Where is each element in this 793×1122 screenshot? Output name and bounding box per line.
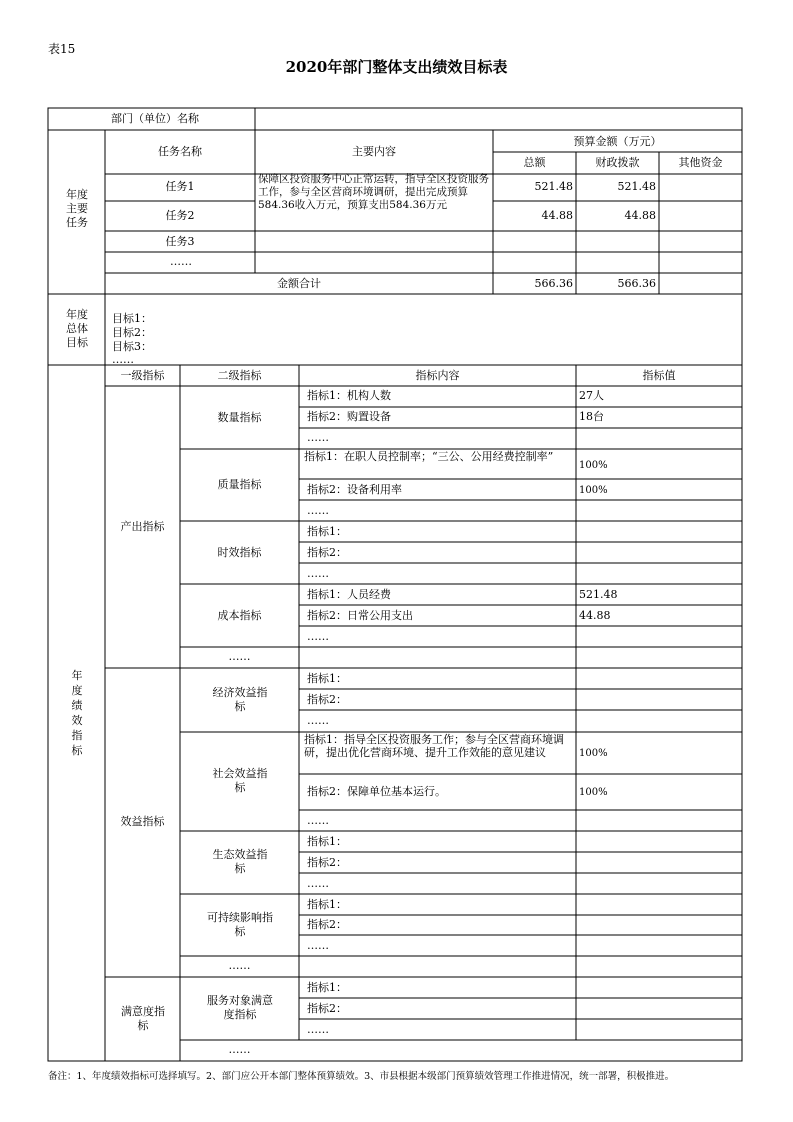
quality-indicators-label: 质量指标 [217, 478, 262, 491]
sustainable-impact-label: 可持续影响指标 [207, 911, 273, 938]
benefit-more-label: …… [228, 959, 251, 972]
satisfaction-indicator-more: …… [307, 1023, 329, 1036]
annual-goals-label: 年度总体目标 [66, 308, 88, 349]
social-indicator-1: 指标1：指导全区投资服务工作；参与全区营商环境调研，提出优化营商环境、提升工作效能的意见建议 [304, 733, 564, 759]
ecological-benefit-label: 生态效益指标 [212, 848, 268, 875]
ecological-indicator-more: …… [307, 877, 329, 890]
cost-indicators-label: 成本指标 [217, 609, 262, 622]
cost-indicator-2-value: 44.88 [579, 609, 611, 622]
task-more-name: …… [170, 255, 192, 268]
task-2-name: 任务2 [165, 209, 195, 222]
cost-indicator-2: 指标2：日常公用支出 [307, 609, 413, 622]
cost-indicator-more: …… [307, 630, 329, 643]
goal-3: 目标3： [112, 340, 152, 353]
task-1-fiscal: 521.48 [617, 180, 656, 193]
sustainable-indicator-more: …… [307, 939, 329, 952]
satisfaction-indicators-label: 满意度指标 [121, 1005, 165, 1032]
document-title: 2020年部门整体支出绩效目标表 [285, 58, 508, 76]
quality-indicator-1-value: 100% [579, 460, 608, 471]
output-more-label: …… [228, 650, 251, 663]
satisfaction-more-label: …… [228, 1043, 251, 1056]
amount-total-value: 566.36 [534, 277, 573, 290]
quality-indicator-more: …… [307, 504, 329, 517]
amount-total-label: 金额合计 [277, 277, 321, 290]
economic-indicator-2: 指标2： [307, 693, 347, 706]
indicator-content-header: 指标内容 [415, 369, 460, 382]
annual-performance-label: 年度绩效指标 [71, 669, 83, 757]
quantity-indicator-more: …… [307, 431, 329, 444]
task-3-name: 任务3 [165, 235, 195, 248]
social-indicator-2-value: 100% [579, 787, 608, 798]
cost-indicator-1-value: 521.48 [579, 588, 618, 601]
task-1-name: 任务1 [165, 180, 195, 193]
ecological-indicator-2: 指标2： [307, 856, 347, 869]
quality-indicator-1: 指标1：在职人员控制率；“三公、公用经费控制率” [304, 450, 554, 463]
sustainable-indicator-1: 指标1： [307, 898, 347, 911]
quality-indicator-2: 指标2：设备利用率 [307, 483, 402, 496]
table-number: 表15 [48, 42, 76, 56]
other-funds-header: 其他资金 [678, 156, 723, 169]
main-content-text: 保障区投资服务中心正常运转，指导全区投资服务工作，参与全区营商环境调研，提出完成预算584.36收入万元，预算支出584.36万元 [258, 173, 489, 211]
footnote: 备注：1、年度绩效指标可选择填写。2、部门应公开本部门整体预算绩效。3、市县根据本级部门预算绩效管理工作推进情况，统一部署，积极推进。 [48, 1071, 675, 1082]
social-indicator-1-value: 100% [579, 748, 608, 759]
service-satisfaction-label: 服务对象满意度指标 [207, 994, 273, 1021]
budget-amount-header: 预算金额（万元） [573, 135, 662, 148]
quantity-indicator-1: 指标1：机构人数 [307, 389, 391, 402]
timeliness-indicator-more: …… [307, 567, 329, 580]
quantity-indicator-2-value: 18台 [579, 410, 604, 423]
goal-more: …… [112, 353, 134, 363]
task-name-header: 任务名称 [158, 145, 202, 158]
social-indicator-2: 指标2：保障单位基本运行。 [307, 785, 446, 798]
satisfaction-indicator-1: 指标1： [307, 981, 347, 994]
fiscal-header: 财政拨款 [595, 156, 640, 169]
indicator-value-header: 指标值 [642, 369, 676, 382]
task-1-total: 521.48 [534, 180, 573, 193]
quantity-indicator-2: 指标2：购置设备 [307, 410, 391, 423]
cost-indicator-1: 指标1：人员经费 [307, 588, 391, 601]
output-indicators-label: 产出指标 [120, 520, 165, 533]
quality-indicator-2-value: 100% [579, 485, 608, 496]
social-indicator-more: …… [307, 814, 329, 827]
timeliness-indicator-2: 指标2： [307, 546, 347, 559]
annual-tasks-label: 年度主要任务 [66, 188, 88, 229]
main-content-header: 主要内容 [352, 145, 396, 158]
task-2-total: 44.88 [541, 209, 573, 222]
quantity-indicators-label: 数量指标 [217, 411, 262, 424]
timeliness-indicators-label: 时效指标 [217, 546, 262, 559]
dept-name-label: 部门（单位）名称 [111, 112, 199, 125]
economic-indicator-more: …… [307, 714, 329, 727]
amount-fiscal-value: 566.36 [617, 277, 656, 290]
quantity-indicator-1-value: 27人 [579, 389, 604, 402]
sustainable-indicator-2: 指标2： [307, 918, 347, 931]
total-header: 总额 [523, 156, 546, 169]
goal-1: 目标1： [112, 312, 152, 325]
economic-indicator-1: 指标1： [307, 672, 347, 685]
goal-2: 目标2： [112, 326, 152, 339]
benefit-indicators-label: 效益指标 [120, 815, 165, 828]
ecological-indicator-1: 指标1： [307, 835, 347, 848]
level1-header: 一级指标 [120, 369, 165, 382]
level2-header: 二级指标 [217, 369, 262, 382]
task-2-fiscal: 44.88 [624, 209, 656, 222]
timeliness-indicator-1: 指标1： [307, 525, 347, 538]
social-benefit-label: 社会效益指标 [212, 767, 268, 794]
economic-benefit-label: 经济效益指标 [212, 686, 268, 713]
satisfaction-indicator-2: 指标2： [307, 1002, 347, 1015]
